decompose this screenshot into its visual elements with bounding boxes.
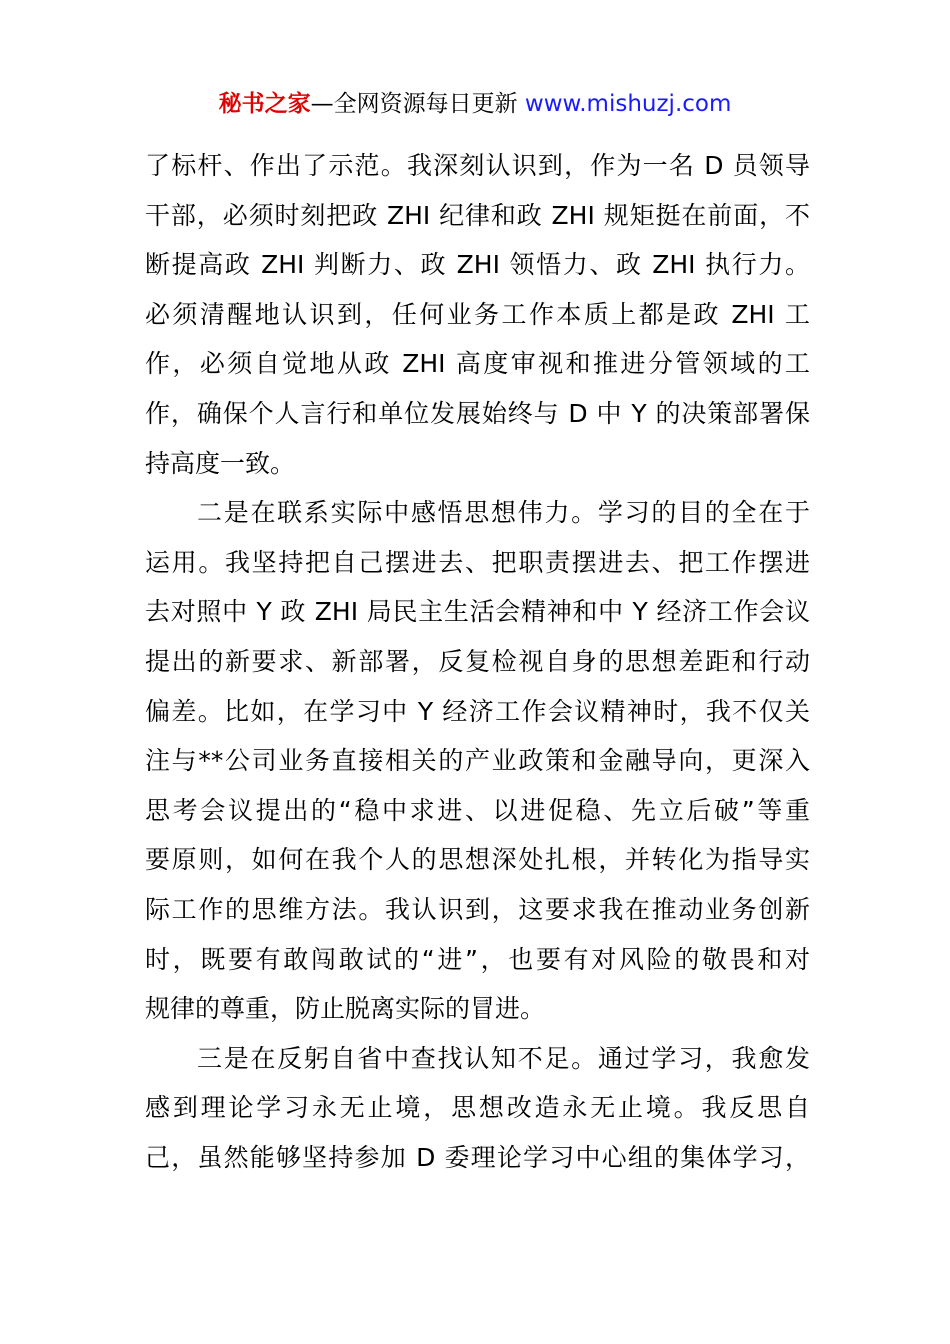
text-line: 己，虽然能够坚持参加 D 委理论学习中心组的集体学习，: [145, 1142, 810, 1172]
text-line: 提出的新要求、新部署，反复检视自身的思想差距和行动: [145, 646, 810, 676]
brand-name: 秘书之家: [218, 91, 311, 117]
text-line: 要原则，如何在我个人的思想深处扎根，并转化为指导实: [145, 845, 810, 875]
text-line: 运用。我坚持把自己摆进去、把职责摆进去、把工作摆进: [145, 547, 810, 577]
site-url-link[interactable]: www.mishuzj.com: [524, 91, 732, 117]
text-line: 思考会议提出的“稳中求进、以进促稳、先立后破”等重: [145, 795, 810, 825]
text-line: 际工作的思维方法。我认识到，这要求我在推动业务创新: [145, 894, 810, 924]
text-line: 去对照中 Y 政 ZHI 局民主生活会精神和中 Y 经济工作会议: [145, 597, 810, 627]
paragraph-start-line: 三是在反躬自省中查找认知不足。通过学习，我愈发: [197, 1043, 810, 1073]
text-line: 作，确保个人言行和单位发展始终与 D 中 Y 的决策部署保: [145, 398, 810, 428]
header-tagline: —全网资源每日更新: [310, 91, 525, 117]
text-line: 了标杆、作出了示范。我深刻认识到，作为一名 D 员领导: [145, 151, 810, 180]
paragraph-start-line: 二是在联系实际中感悟思想伟力。学习的目的全在于: [197, 498, 810, 528]
text-line: 感到理论学习永无止境，思想改造永无止境。我反思自: [145, 1093, 810, 1123]
text-line: 持高度一致。: [145, 448, 296, 478]
text-line: 作，必须自觉地从政 ZHI 高度审视和推进分管领域的工: [145, 349, 810, 379]
document-body: [145, 141, 810, 1182]
text-line: 断提高政 ZHI 判断力、政 ZHI 领悟力、政 ZHI 执行力。: [145, 250, 810, 280]
text-line: 干部，必须时刻把政 ZHI 纪律和政 ZHI 规矩挺在前面，不: [145, 200, 810, 230]
site-header: [0, 88, 950, 120]
text-line: 规律的尊重，防止脱离实际的冒进。: [145, 994, 546, 1024]
text-line: 必须清醒地认识到，任何业务工作本质上都是政 ZHI 工: [145, 299, 810, 329]
text-line: 注与**公司业务直接相关的产业政策和金融导向，更深入: [145, 746, 810, 776]
text-line: 偏差。比如，在学习中 Y 经济工作会议精神时，我不仅关: [145, 696, 810, 726]
text-line: 时，既要有敢闯敢试的“进”，也要有对风险的敬畏和对: [145, 944, 810, 974]
